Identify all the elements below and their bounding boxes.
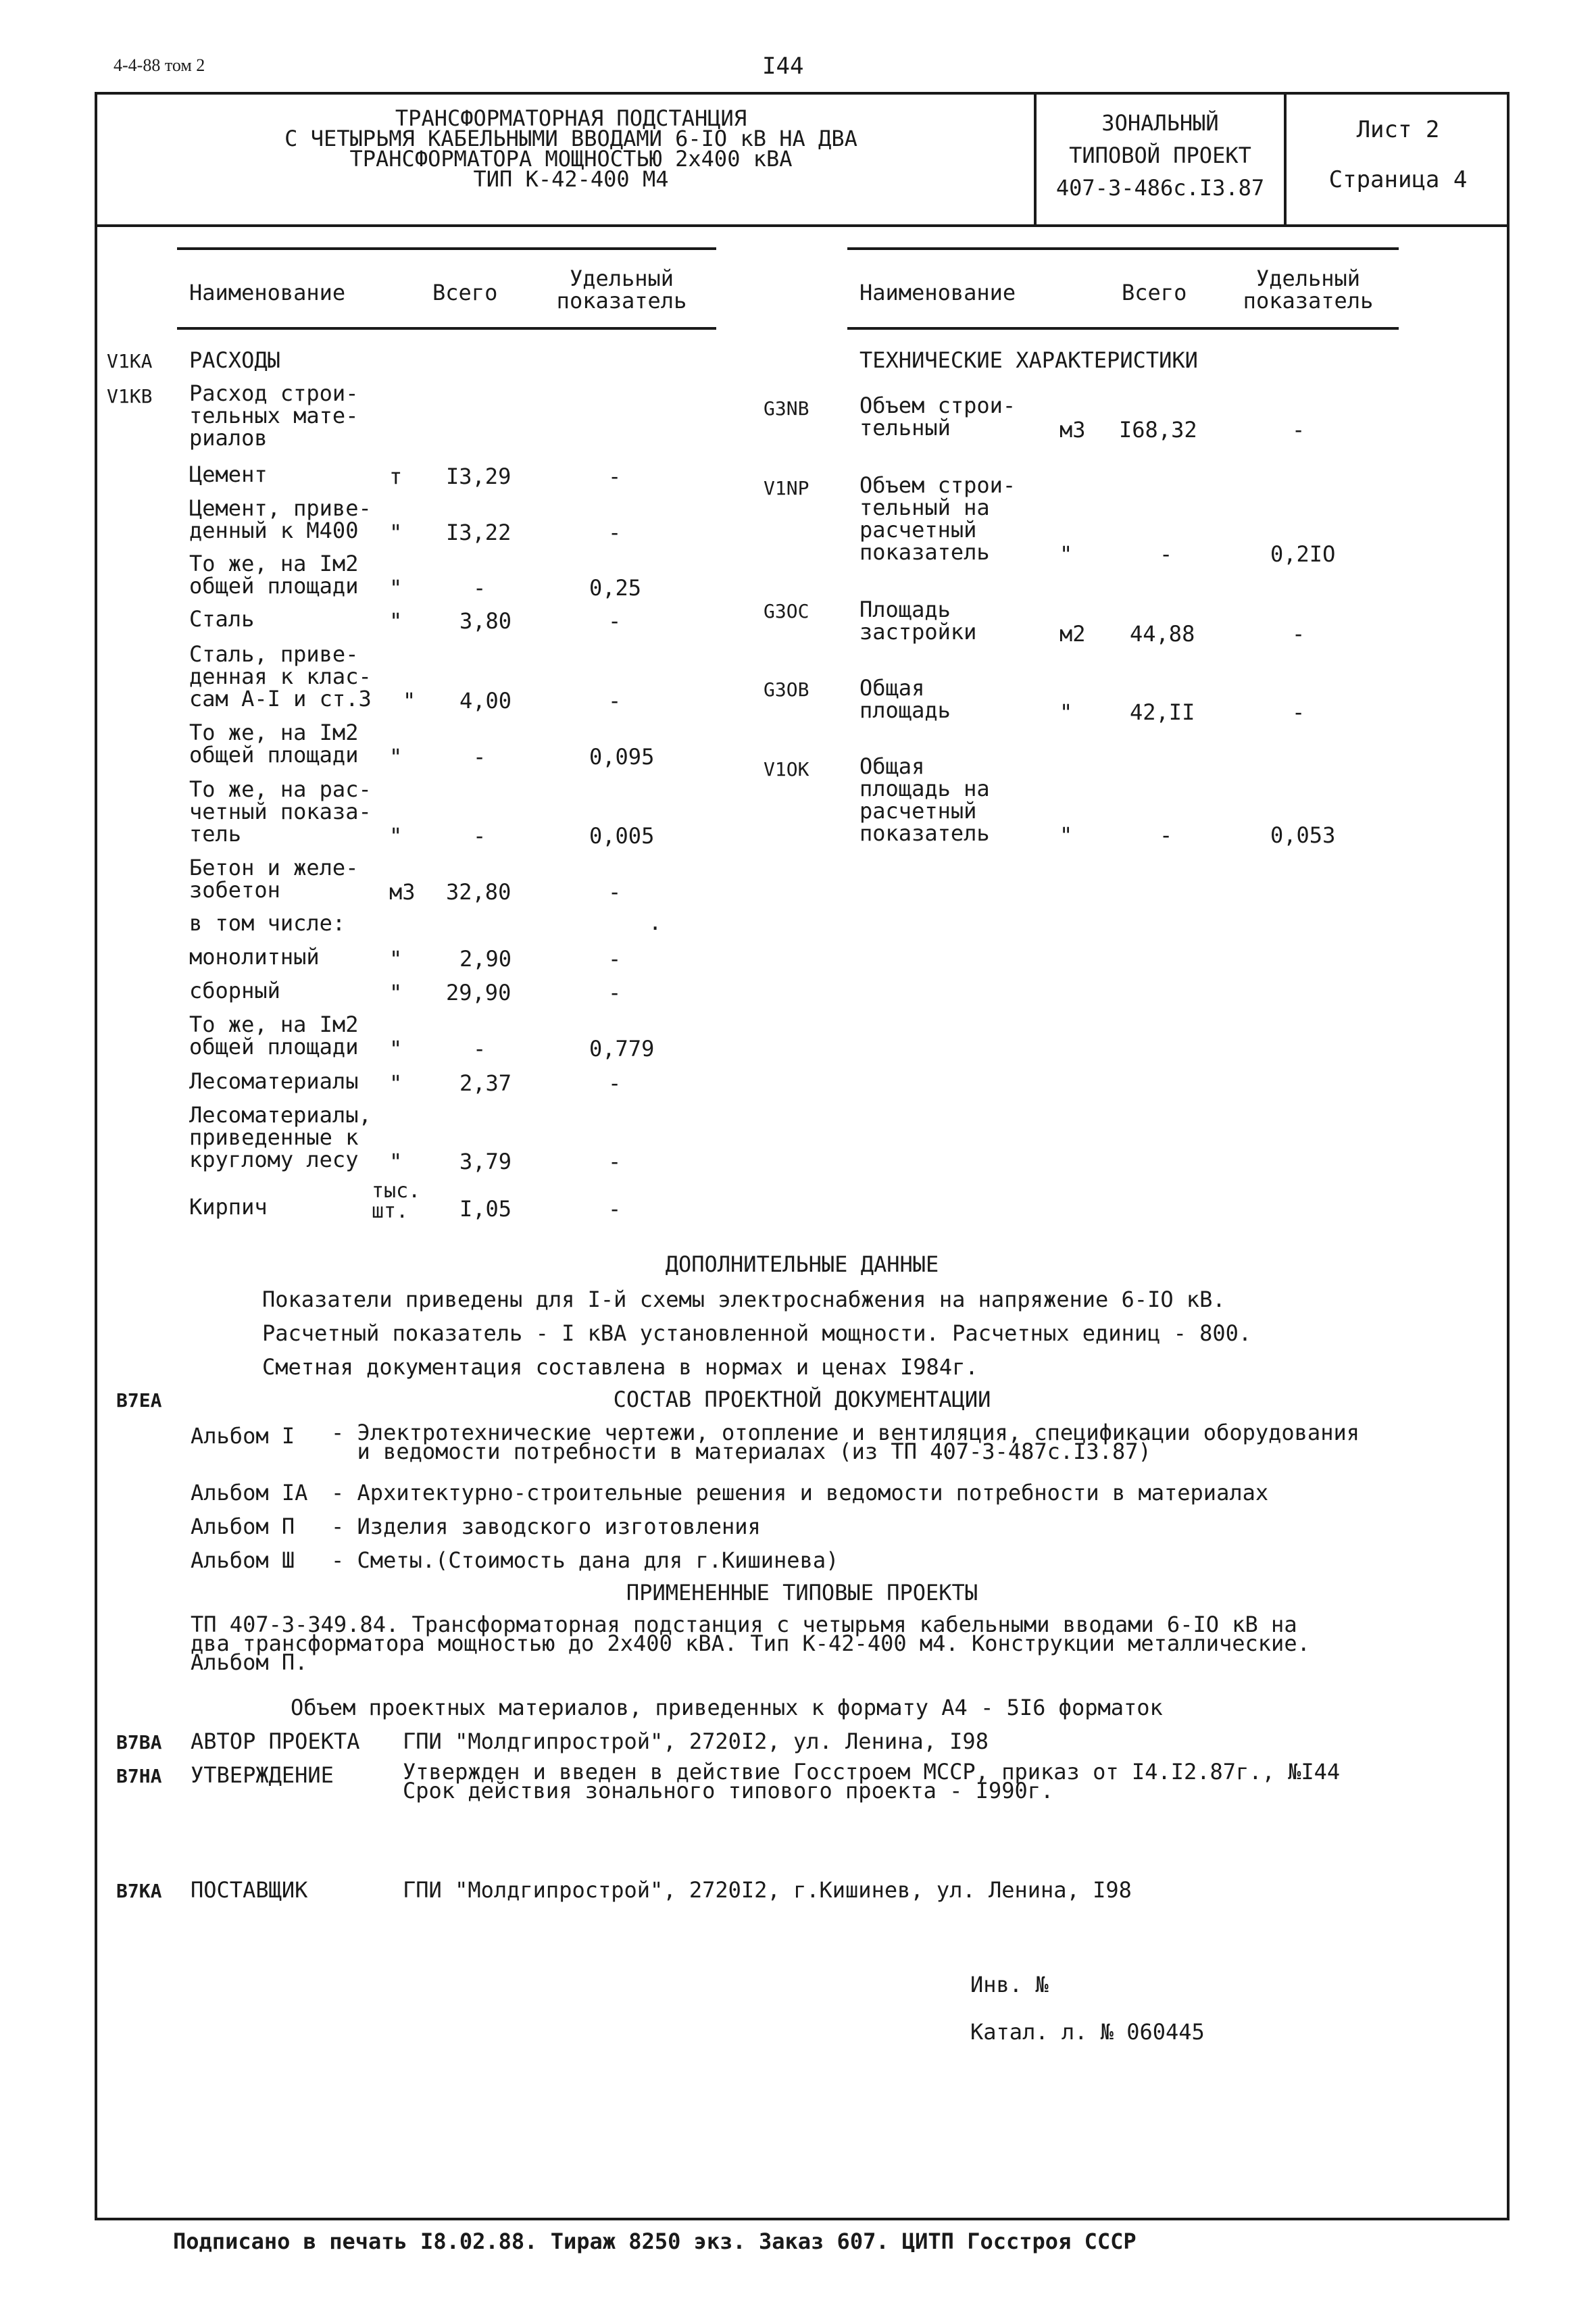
table-row-specific: 0,053 [1270, 822, 1336, 848]
table-row-name: Бетон и желе- зобетон [189, 855, 359, 903]
table-row-specific: - [608, 464, 622, 489]
title-line-1: ТРАНСФОРМАТОРНАЯ ПОДСТАНЦИЯ [395, 105, 747, 131]
album-label: Альбом П [191, 1514, 295, 1539]
table-row-code: G3NB [764, 397, 809, 420]
table-row-total: - [473, 1036, 487, 1062]
table-row-code: V1NP [764, 477, 809, 499]
table-row-code: G3OB [764, 678, 809, 701]
catalog-number: Катал. л. № 060445 [970, 2019, 1205, 2045]
table-row-total: 4,00 [459, 688, 512, 714]
table-row-name: Цемент, приве- денный к М400 [189, 495, 372, 543]
table-row-unit: " [1059, 699, 1073, 725]
table-row-total: 2,90 [459, 946, 512, 972]
table-row-unit: м3 [389, 879, 416, 905]
table-row-unit: " [389, 575, 403, 601]
album-text: - Сметы.(Стоимость дана для г.Кишинева) [331, 1547, 839, 1573]
album-text: - Архитектурно-строительные решения и ведомости потребности в материалах [331, 1480, 1269, 1505]
applied-heading: ПРИМЕНЕННЫЕ ТИПОВЫЕ ПРОЕКТЫ [626, 1580, 978, 1605]
approval-code: B7HA [116, 1765, 162, 1787]
table-row-specific: 0,005 [589, 823, 655, 849]
table-row-specific: - [1292, 621, 1305, 647]
table-row-total: - [473, 823, 487, 849]
table-row-unit: м3 [1059, 417, 1086, 443]
table-row-total: 42,II [1130, 699, 1195, 725]
table-row-total: - [1159, 541, 1173, 567]
table-row-name: То же, на Iм2 общей площади [189, 720, 359, 768]
right-table-header-rule [847, 327, 1399, 330]
table-row-specific: - [608, 1149, 622, 1174]
table-row-unit: " [1059, 541, 1073, 567]
additional-line-1: Показатели приведены для I-й схемы электроснабжения на напряжение 6-IO кВ. [262, 1287, 1226, 1312]
title-bottom-rule [95, 224, 1510, 227]
table-row-name: То же, на Iм2 общей площади [189, 551, 359, 599]
table-row-specific: - [608, 688, 622, 714]
left-col-specific: Удельный показатель [556, 266, 687, 314]
table-row-specific: - [608, 608, 622, 634]
table-row-name: Площадь застройки [859, 597, 977, 645]
title-line-4: ТИП К-42-400 М4 [473, 166, 669, 192]
table-row-name: Лесоматериалы [189, 1068, 359, 1094]
table-row-total: 29,90 [446, 980, 512, 1005]
project-type-1: ЗОНАЛЬНЫЙ [1101, 110, 1219, 136]
table-row-total: I3,29 [446, 464, 512, 489]
album-label: Альбом I [191, 1423, 295, 1449]
left-table-header-rule [177, 327, 716, 330]
page-label: Страница 4 [1328, 166, 1468, 193]
table-row-unit: " [389, 980, 403, 1005]
left-section-code: V1KA [107, 350, 153, 372]
table-row-name: Общая площадь на расчетный показатель [859, 753, 990, 846]
table-row-name: Объем строи- тельный на расчетный показатель [859, 472, 1016, 565]
table-row-total: - [473, 575, 487, 601]
table-row-name: Кирпич [189, 1194, 268, 1220]
table-row-specific: - [1292, 699, 1305, 725]
table-row-unit: " [389, 1070, 403, 1096]
table-row-name: Расход строи- тельных мате- риалов [189, 380, 359, 451]
table-row-specific: 0,779 [589, 1036, 655, 1062]
table-row-name: Общая площадь [859, 675, 951, 723]
table-row-specific: - [1292, 417, 1305, 443]
album-label: Альбом Ш [191, 1547, 295, 1573]
album-text: - Электротехнические чертежи, отопление и вентиляция, спецификации оборудования и ведомости потребности в материалах (из ТП 407-3-487с.I3.87) [331, 1420, 1360, 1464]
applied-text: ТП 407-3-349.84. Трансформаторная подстанция с четырьмя кабельными вводами 6-IO кВ на два трансформатора мощностью до 2х400 кВА. Тип К-42-400 м4. Конструкции металлические. Альбом П. [191, 1612, 1310, 1675]
left-col-name: Наименование [189, 280, 346, 305]
right-table-top-rule [847, 247, 1399, 250]
table-row-specific: - [608, 879, 622, 905]
table-row-specific: - [608, 980, 622, 1005]
additional-heading: ДОПОЛНИТЕЛЬНЫЕ ДАННЫЕ [665, 1251, 939, 1277]
title-line-3: ТРАНСФОРМАТОРА МОЩНОСТЬЮ 2х400 кВА [349, 146, 793, 172]
table-row-unit: " [1059, 822, 1073, 848]
author-label: АВТОР ПРОЕКТА [191, 1728, 360, 1754]
sheet-label: Лист 2 [1356, 116, 1440, 143]
table-row-name: Лесоматериалы, приведенные к круглому лесу [189, 1102, 372, 1172]
additional-line-3: Сметная документация составлена в нормах и ценах I984г. [262, 1354, 978, 1380]
table-row-unit: т [389, 464, 403, 489]
table-row-name: Объем строи- тельный [859, 393, 1016, 441]
project-code: 407-3-486с.I3.87 [1055, 175, 1265, 201]
supplier-label: ПОСТАВЩИК [191, 1877, 308, 1903]
table-row-name: сборный [189, 978, 280, 1003]
table-row-unit: " [389, 946, 403, 972]
left-table-top-rule [177, 247, 716, 250]
right-section-title: ТЕХНИЧЕСКИЕ ХАРАКТЕРИСТИКИ [859, 347, 1198, 373]
table-row-name: То же, на рас- четный показа- тель [189, 776, 372, 847]
right-col-specific: Удельный показатель [1243, 266, 1374, 314]
table-row-unit: " [403, 688, 416, 714]
table-row-total: I,05 [459, 1196, 512, 1222]
table-row-total: - [473, 744, 487, 770]
table-row-total: I68,32 [1119, 417, 1197, 443]
table-row-specific: - [608, 1196, 622, 1222]
table-row-specific: 0,095 [589, 744, 655, 770]
table-row-name: Цемент [189, 462, 268, 487]
table-row-unit: " [389, 608, 403, 634]
table-row-name: То же, на Iм2 общей площади [189, 1012, 359, 1060]
table-row-unit: тыс. шт. [372, 1179, 421, 1223]
table-row-specific: - [608, 946, 622, 972]
project-type-2: ТИПОВОЙ ПРОЕКТ [1069, 143, 1251, 168]
print-footer: Подписано в печать I8.02.88. Тираж 8250 экз. Заказ 607. ЦИТП Госстроя СССР [173, 2229, 1137, 2254]
supplier-text: ГПИ "Молдгипрострой", 2720I2, г.Кишинев, ул. Ленина, I98 [403, 1877, 1132, 1903]
table-row-name: Сталь [189, 606, 255, 632]
table-row-specific: . [649, 910, 662, 935]
table-row-total: 32,80 [446, 879, 512, 905]
table-row-total: 44,88 [1130, 621, 1195, 647]
inventory-number: Инв. № [970, 1972, 1049, 1997]
table-row-name: монолитный [189, 944, 320, 970]
author-text: ГПИ "Молдгипрострой", 2720I2, ул. Ленина, I98 [403, 1728, 989, 1754]
table-row-total: 3,79 [459, 1149, 512, 1174]
table-row-unit: м2 [1059, 621, 1086, 647]
additional-line-2: Расчетный показатель - I кВА установленной мощности. Расчетных единиц - 800. [262, 1320, 1252, 1346]
table-row-unit: " [389, 823, 403, 849]
project-block [1037, 107, 1284, 204]
table-row-total: I3,22 [446, 520, 512, 545]
table-row-name: в том числе: [189, 910, 346, 936]
left-row-code: V1KB [107, 385, 153, 407]
table-row-specific: 0,25 [589, 575, 642, 601]
supplier-code: B7KA [116, 1880, 162, 1902]
composition-heading: СОСТАВ ПРОЕКТНОЙ ДОКУМЕНТАЦИИ [613, 1387, 991, 1412]
album-text: - Изделия заводского изготовления [331, 1514, 761, 1539]
table-row-total: - [1159, 822, 1173, 848]
title-line-2: С ЧЕТЫРЬМЯ КАБЕЛЬНЫМИ ВВОДАМИ 6-IO кВ НА ДВА [284, 126, 857, 151]
approval-label: УТВЕРЖДЕНИЕ [191, 1762, 334, 1788]
table-row-unit: " [389, 744, 403, 770]
right-col-total: Всего [1122, 280, 1187, 305]
right-col-name: Наименование [859, 280, 1016, 305]
table-row-specific: 0,2IO [1270, 541, 1336, 567]
table-row-code: G3OC [764, 600, 809, 622]
page-number: I44 [762, 53, 804, 80]
series-tag: 4-4-88 том 2 [114, 55, 205, 75]
composition-code: B7EA [116, 1389, 162, 1412]
left-col-total: Всего [432, 280, 498, 305]
applied-volume: Объем проектных материалов, приведенных к формату А4 - 5I6 форматок [291, 1695, 1163, 1720]
table-row-total: 3,80 [459, 608, 512, 634]
approval-text: Утвержден и введен в действие Госстроем МССР, приказ от I4.I2.87г., №I44 Срок действия зонального типового проекта - I990г. [403, 1759, 1341, 1803]
title-divider-2 [1284, 92, 1287, 227]
table-row-unit: " [389, 520, 403, 545]
table-row-specific: - [608, 1070, 622, 1096]
table-row-code: V1OK [764, 758, 809, 780]
table-row-total: 2,37 [459, 1070, 512, 1096]
table-row-unit: " [389, 1036, 403, 1062]
album-label: Альбом IА [191, 1480, 308, 1505]
table-row-name: Сталь, приве- денная к клас- сам А-I и ст.3 [189, 641, 372, 712]
table-row-unit: " [389, 1149, 403, 1174]
title-block [108, 105, 1034, 192]
author-code: B7BA [116, 1731, 162, 1753]
table-row-specific: - [608, 520, 622, 545]
left-section-title: РАСХОДЫ [189, 347, 280, 373]
